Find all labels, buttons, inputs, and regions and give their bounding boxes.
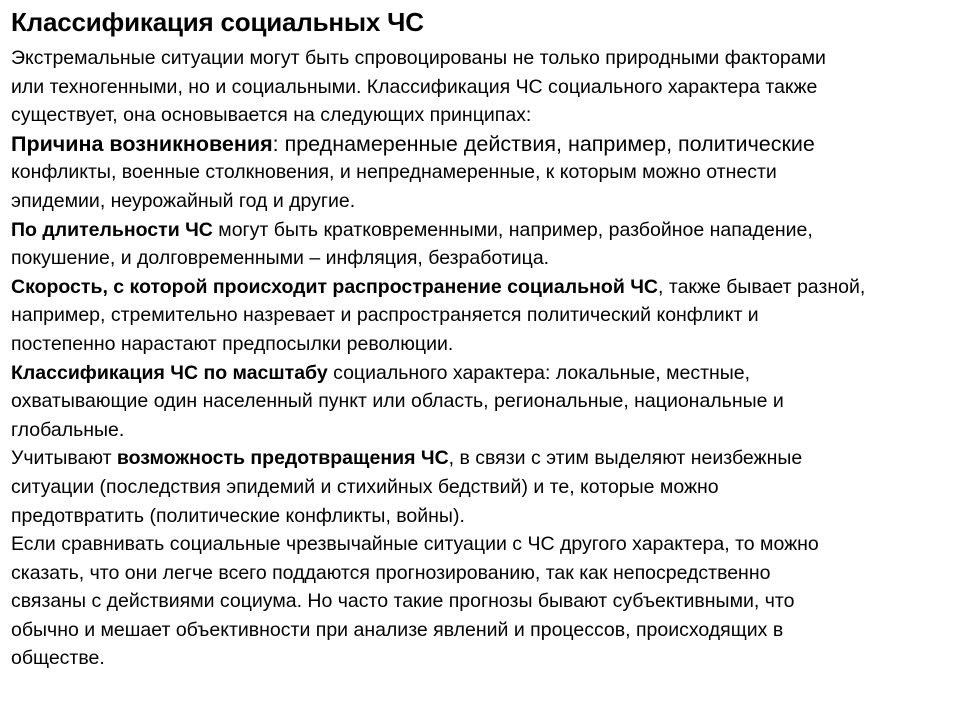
text-span: существует, она основывается на следующих принципах: bbox=[11, 104, 532, 127]
text-line bbox=[11, 416, 951, 445]
text-span: глобальные. bbox=[11, 418, 125, 441]
text-span: Учитывают bbox=[11, 447, 117, 470]
text-span: могут быть кратковременными, например, разбойное нападение, bbox=[212, 218, 813, 241]
text-span: охватывающие один населенный пункт или область, региональные, национальные и bbox=[11, 390, 784, 413]
text-span: , также бывает разной, bbox=[658, 275, 866, 298]
text-span: , в связи с этим выделяют неизбежные bbox=[448, 447, 803, 470]
text-span: постепенно нарастают предпосылки революции. bbox=[11, 332, 454, 355]
text-span: обществе. bbox=[11, 647, 105, 670]
text-span: обычно и мешает объективности при анализе явлений и процессов, происходящих в bbox=[11, 618, 784, 641]
text-line bbox=[11, 387, 951, 416]
text-line bbox=[11, 130, 951, 159]
text-line bbox=[11, 216, 951, 245]
text-line bbox=[11, 587, 951, 616]
text-span: предотвратить (политические конфликты, войны). bbox=[11, 504, 465, 527]
text-span: например, стремительно назревает и распространяется политический конфликт и bbox=[11, 304, 759, 327]
text-span: : преднамеренные действия, например, политические bbox=[272, 131, 815, 156]
bold-phrase: По длительности ЧС bbox=[11, 218, 213, 241]
text-line bbox=[11, 473, 951, 502]
text-span: или техногенными, но и социальными. Классификация ЧС социального характера также bbox=[11, 75, 818, 98]
text-line bbox=[11, 301, 951, 330]
text-span: Если сравнивать социальные чрезвычайные ситуации с ЧС другого характера, то можно bbox=[11, 533, 819, 556]
text-span: конфликты, военные столкновения, и непреднамеренные, к которым можно отнести bbox=[11, 161, 777, 184]
text-line bbox=[11, 444, 951, 473]
text-line bbox=[11, 644, 951, 673]
text-line bbox=[11, 158, 951, 187]
text-line bbox=[11, 44, 951, 73]
text-span: покушение, и долговременными – инфляция, безработица. bbox=[11, 247, 550, 270]
text-line bbox=[11, 273, 951, 302]
bold-phrase: Скорость, с которой происходит распространение социальной ЧС bbox=[11, 275, 659, 298]
text-line bbox=[11, 359, 951, 388]
bold-phrase: Причина возникновения bbox=[11, 131, 273, 156]
text-line bbox=[11, 530, 951, 559]
slide-title: Классификация социальных ЧС bbox=[11, 7, 424, 37]
text-span: ситуации (последствия эпидемий и стихийных бедствий) и те, которые можно bbox=[11, 475, 719, 498]
text-line bbox=[11, 616, 951, 645]
bold-phrase: возможность предотвращения ЧС bbox=[116, 447, 449, 470]
text-line bbox=[11, 330, 951, 359]
text-span: связаны с действиями социума. Но часто такие прогнозы бывают субъективными, что bbox=[11, 590, 795, 613]
text-span: социального характера: локальные, местные, bbox=[327, 361, 751, 384]
text-line bbox=[11, 73, 951, 102]
slide-body-text bbox=[11, 44, 951, 673]
text-span: эпидемии, неурожайный год и другие. bbox=[11, 189, 356, 212]
text-span: Экстремальные ситуации могут быть спровоцированы не только природными факторами bbox=[11, 47, 826, 69]
text-span: сказать, что они легче всего поддаются прогнозированию, так как непосредственно bbox=[11, 561, 771, 584]
text-line bbox=[11, 559, 951, 588]
bold-phrase: Классификация ЧС по масштабу bbox=[11, 361, 328, 384]
text-line bbox=[11, 187, 951, 216]
text-line bbox=[11, 101, 951, 130]
text-line bbox=[11, 502, 951, 531]
text-line bbox=[11, 244, 951, 273]
